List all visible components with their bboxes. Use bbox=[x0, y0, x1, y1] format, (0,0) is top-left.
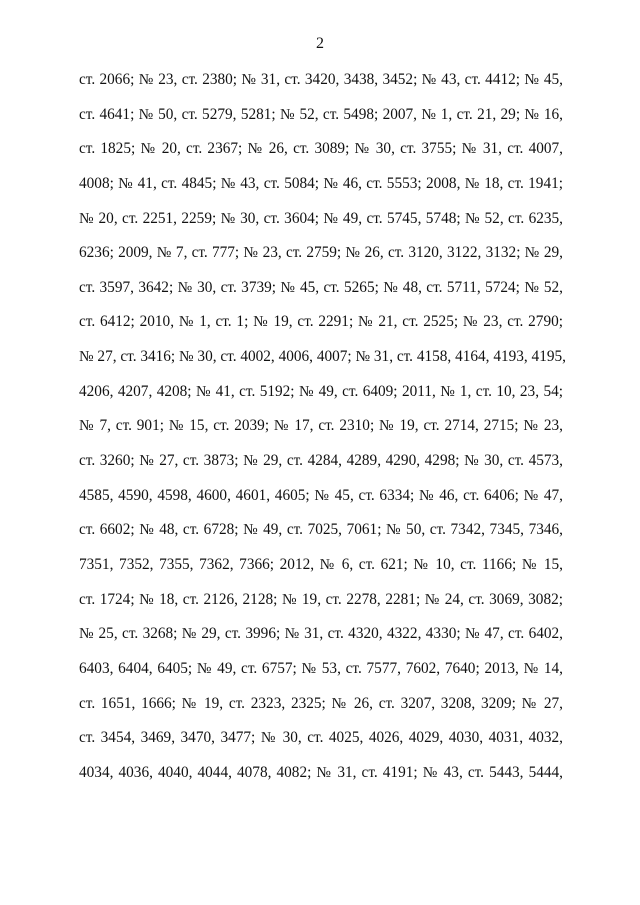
text-line: 6403, 6404, 6405; № 49, ст. 6757; № 53, ст. 7577, 7602, 7640; 2013, № 14, bbox=[79, 659, 563, 677]
text-line: 4585, 4590, 4598, 4600, 4601, 4605; № 45, ст. 6334; № 46, ст. 6406; № 47, bbox=[79, 486, 563, 504]
text-line: ст. 6602; № 48, ст. 6728; № 49, ст. 7025, 7061; № 50, ст. 7342, 7345, 7346, bbox=[79, 521, 563, 539]
text-line: 4206, 4207, 4208; № 41, ст. 5192; № 49, ст. 6409; 2011, № 1, ст. 10, 23, 54; bbox=[79, 382, 563, 400]
text-line: № 20, ст. 2251, 2259; № 30, ст. 3604; № 49, ст. 5745, 5748; № 52, ст. 6235, bbox=[79, 209, 563, 227]
text-line: ст. 4641; № 50, ст. 5279, 5281; № 52, ст. 5498; 2007, № 1, ст. 21, 29; № 16, bbox=[79, 105, 563, 123]
page-number: 2 bbox=[316, 35, 324, 52]
text-line: ст. 1724; № 18, ст. 2126, 2128; № 19, ст. 2278, 2281; № 24, ст. 3069, 3082; bbox=[79, 590, 563, 608]
text-line: № 25, ст. 3268; № 29, ст. 3996; № 31, ст. 4320, 4322, 4330; № 47, ст. 6402, bbox=[79, 625, 563, 643]
text-line: ст. 6412; 2010, № 1, ст. 1; № 19, ст. 2291; № 21, ст. 2525; № 23, ст. 2790; bbox=[79, 313, 563, 331]
text-line: ст. 1825; № 20, ст. 2367; № 26, ст. 3089; № 30, ст. 3755; № 31, ст. 4007, bbox=[79, 140, 563, 158]
text-line: № 7, ст. 901; № 15, ст. 2039; № 17, ст. 2310; № 19, ст. 2714, 2715; № 23, bbox=[79, 417, 563, 435]
text-line: ст. 1651, 1666; № 19, ст. 2323, 2325; № 26, ст. 3207, 3208, 3209; № 27, bbox=[79, 694, 563, 712]
text-line: 7351, 7352, 7355, 7362, 7366; 2012, № 6, ст. 621; № 10, ст. 1166; № 15, bbox=[79, 555, 563, 573]
text-line: 4008; № 41, ст. 4845; № 43, ст. 5084; № 46, ст. 5553; 2008, № 18, ст. 1941; bbox=[79, 174, 563, 192]
legal-citation-text bbox=[79, 70, 566, 797]
text-line: № 27, ст. 3416; № 30, ст. 4002, 4006, 4007; № 31, ст. 4158, 4164, 4193, 4195, bbox=[79, 348, 566, 366]
text-line: ст. 3597, 3642; № 30, ст. 3739; № 45, ст. 5265; № 48, ст. 5711, 5724; № 52, bbox=[79, 278, 563, 296]
text-line: ст. 3260; № 27, ст. 3873; № 29, ст. 4284, 4289, 4290, 4298; № 30, ст. 4573, bbox=[79, 452, 563, 470]
text-line: 6236; 2009, № 7, ст. 777; № 23, ст. 2759; № 26, ст. 3120, 3122, 3132; № 29, bbox=[79, 244, 563, 262]
text-line: 4034, 4036, 4040, 4044, 4078, 4082; № 31, ст. 4191; № 43, ст. 5443, 5444, bbox=[79, 763, 563, 781]
text-line: ст. 2066; № 23, ст. 2380; № 31, ст. 3420, 3438, 3452; № 43, ст. 4412; № 45, bbox=[79, 71, 563, 88]
text-line: ст. 3454, 3469, 3470, 3477; № 30, ст. 4025, 4026, 4029, 4030, 4031, 4032, bbox=[79, 729, 563, 747]
